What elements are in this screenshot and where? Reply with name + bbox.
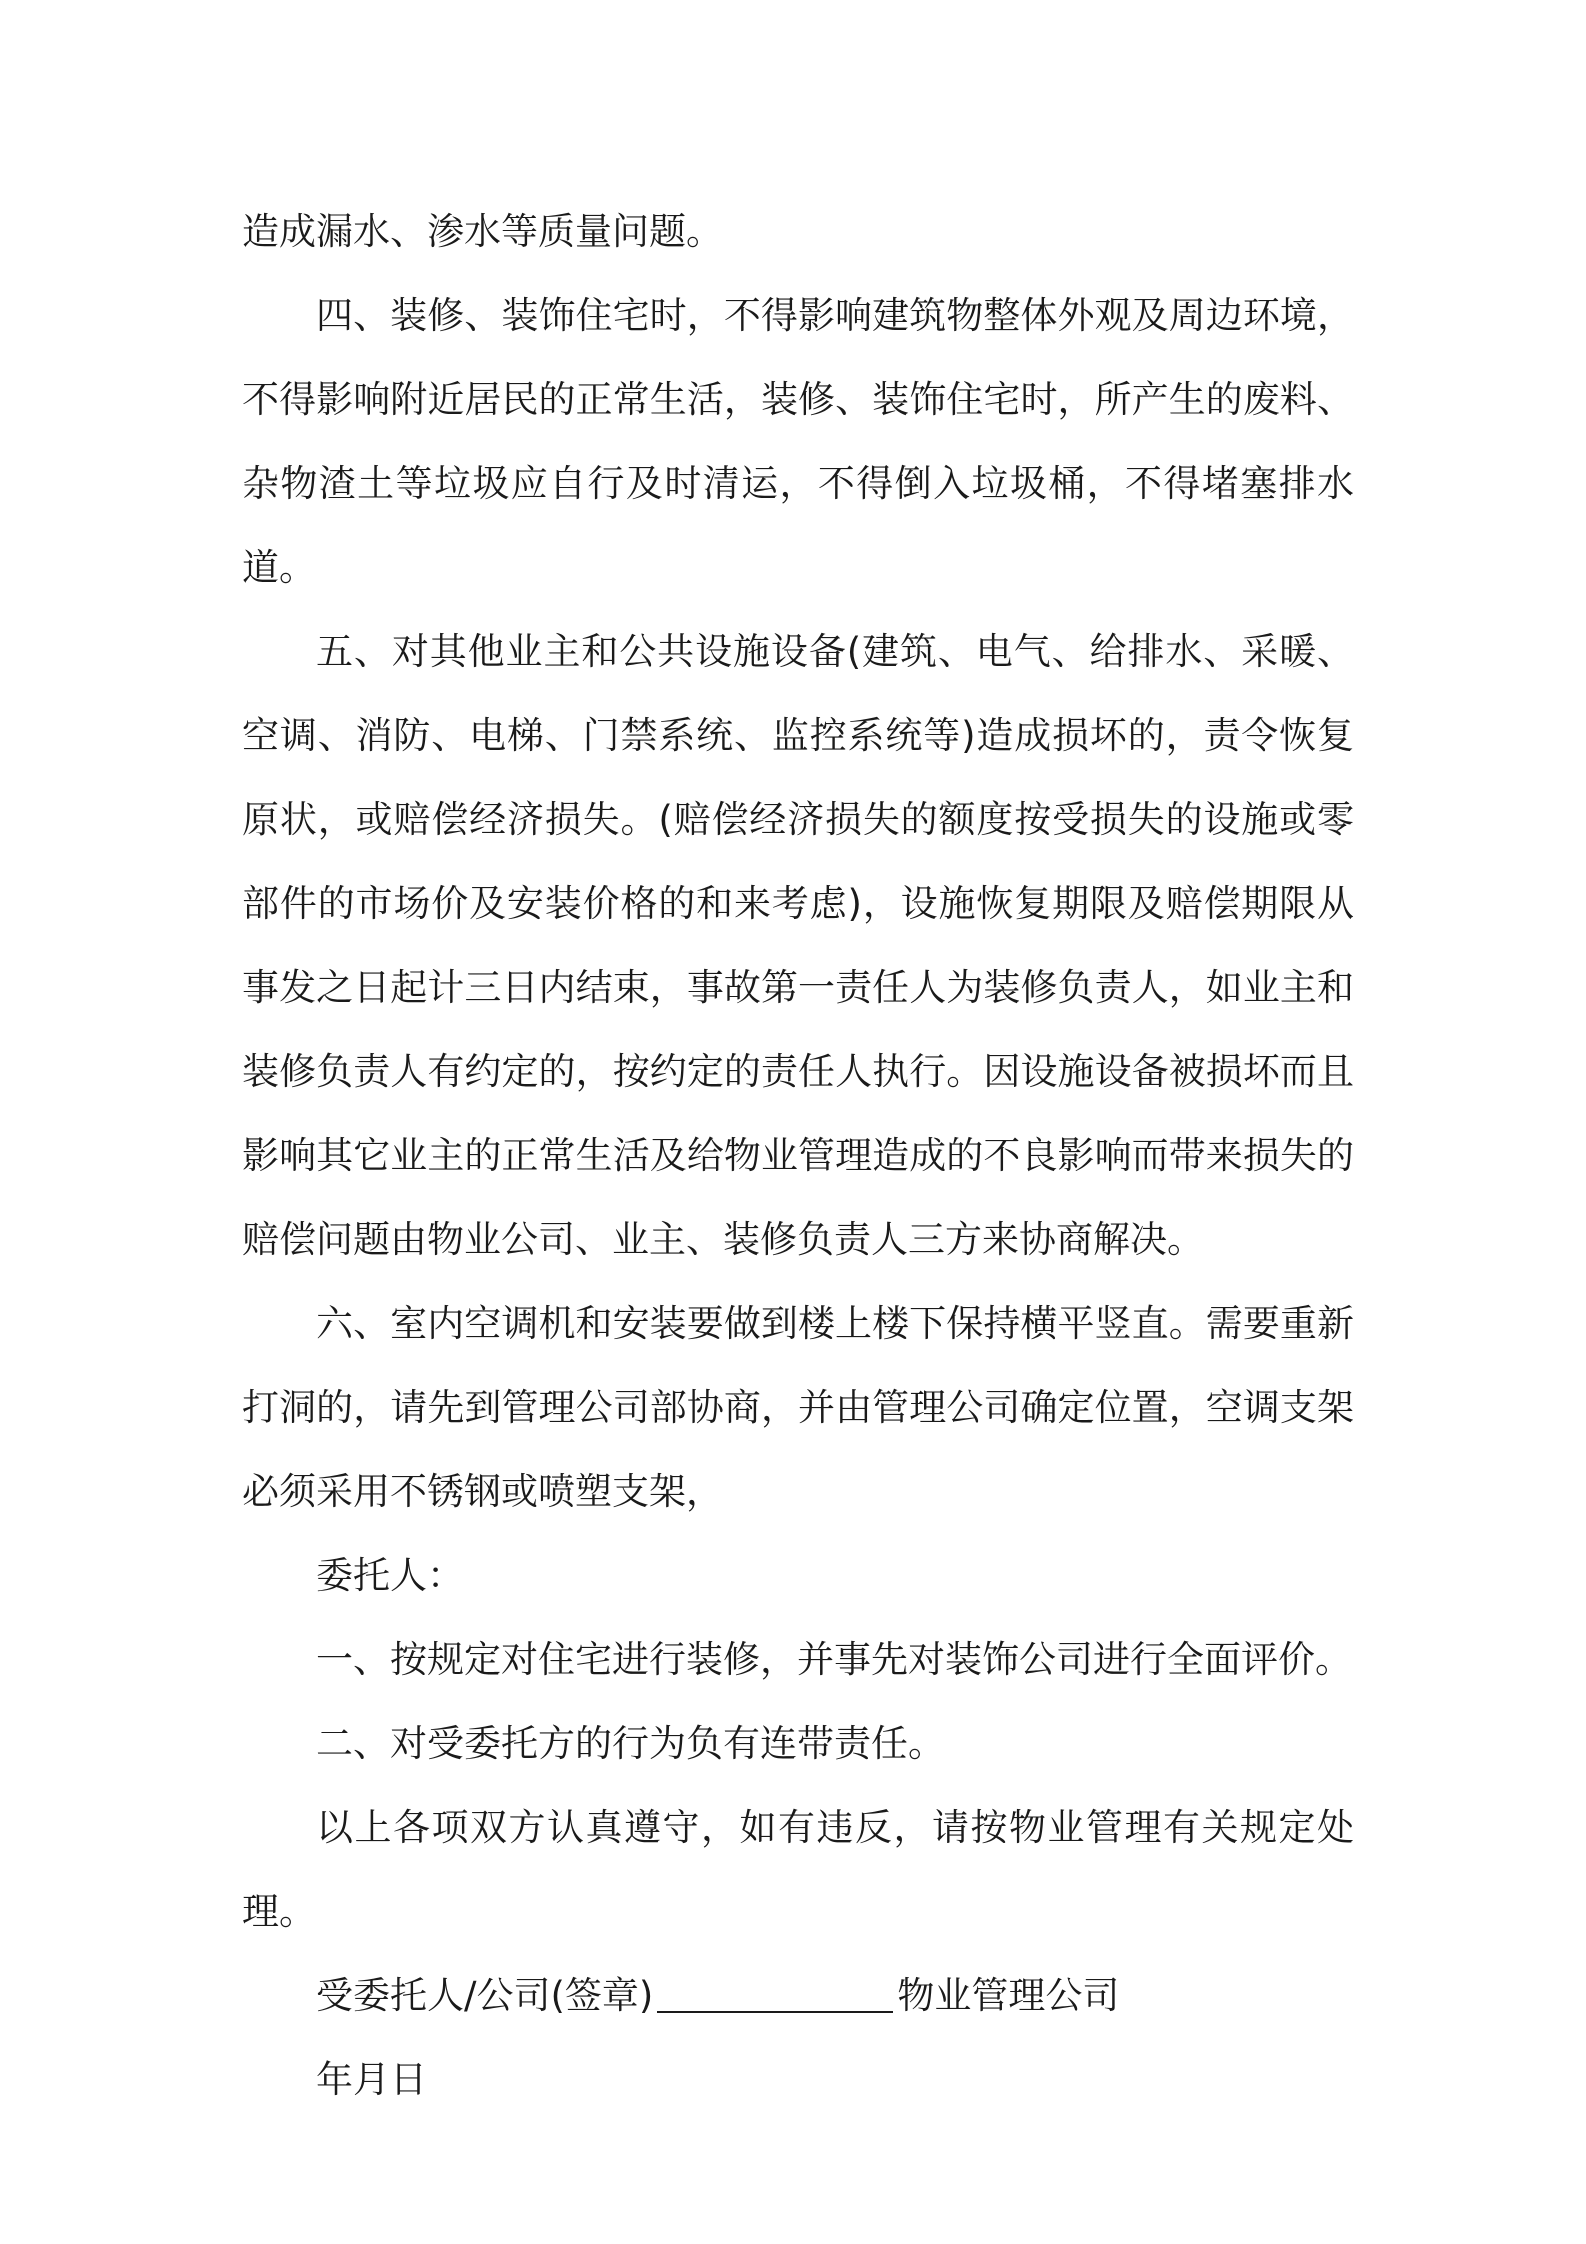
signature-left-label: 受委托人/公司(签章) [316, 1974, 654, 2017]
date-line: 年月日 [316, 2058, 427, 2101]
paragraph-clause-six: 六、室内空调机和安装要做到楼上楼下保持横平竖直。需要重新打洞的，请先到管理公司部协商，并由管理公司确定位置，空调支架必须采用不锈钢或喷塑支架， [242, 1302, 1354, 1513]
paragraph-continuation: 造成漏水、渗水等质量问题。 [242, 210, 723, 253]
paragraph-principal-heading: 委托人： [316, 1554, 464, 1597]
paragraph-compliance: 以上各项双方认真遵守，如有违反，请按物业管理有关规定处理。 [242, 1806, 1354, 1933]
paragraph-principal-two: 二、对受委托方的行为负有连带责任。 [316, 1722, 945, 1765]
paragraph-clause-five: 五、对其他业主和公共设施设备(建筑、电气、给排水、采暖、空调、消防、电梯、门禁系统、监控系统等)造成损坏的，责令恢复原状，或赔偿经济损失。(赔偿经济损失的额度按受损失的设施或零部件的市场价及安装价格的和来考虑)，设施恢复期限及赔偿期限从事发之日起计三日内结束，事故第一责任人为装修负责人，如业主和装修负责人有约定的，按约定的责任人执行。因设施设备被损坏而且影响其它业主的正常生活及给物业管理造成的不良影响而带来损失的赔偿问题由物业公司、业主、装修负责人三方来协商解决。 [242, 630, 1354, 1261]
paragraph-clause-four: 四、装修、装饰住宅时，不得影响建筑物整体外观及周边环境，不得影响附近居民的正常生活，装修、装饰住宅时，所产生的废料、杂物渣土等垃圾应自行及时清运，不得倒入垃圾桶，不得堵塞排水道。 [242, 294, 1354, 589]
signature-line [242, 1954, 1354, 2038]
signature-right-label: 物业管理公司 [897, 1974, 1120, 2017]
paragraph-principal-one: 一、按规定对住宅进行装修，并事先对装饰公司进行全面评价。 [316, 1638, 1352, 1681]
signature-blank [657, 2010, 893, 2013]
document-body [242, 190, 1354, 2122]
